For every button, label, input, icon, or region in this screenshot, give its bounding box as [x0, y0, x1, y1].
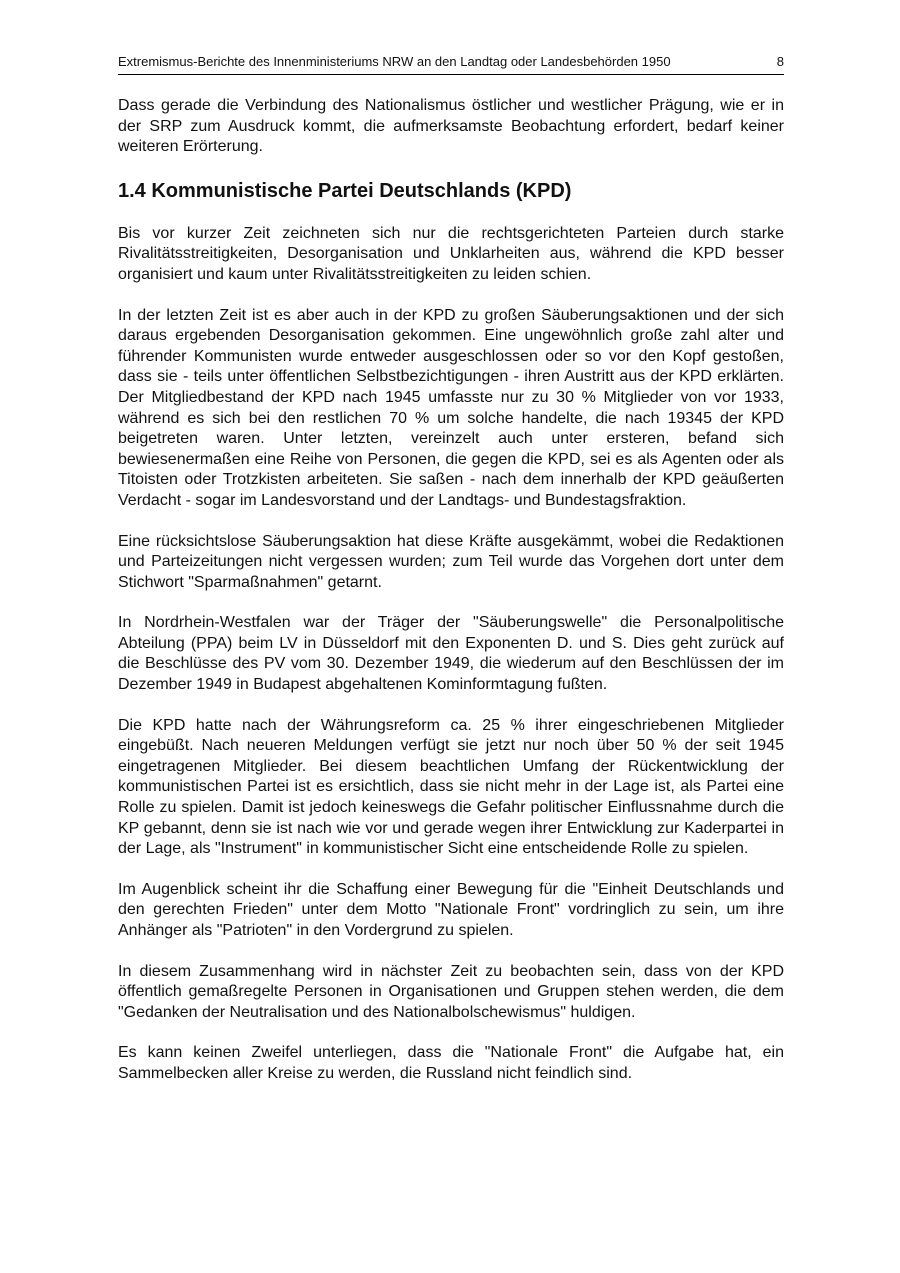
page-header [118, 54, 784, 75]
paragraph: Es kann keinen Zweifel unterliegen, dass die "Nationale Front" die Aufgabe hat, ein Sammelbecken aller Kreise zu werden, die Russland nicht feindlich sind. [118, 1044, 784, 1082]
paragraph: In Nordrhein-Westfalen war der Träger der "Säuberungswelle" die Personalpolitische Abteilung (PPA) beim LV in Düsseldorf mit den Exponenten D. und S. Dies geht zurück auf die Beschlüsse des PV vom 30. Dezember 1949, die wiederum auf den Beschlüssen der im Dezember 1949 in Budapest abgehaltenen Kominformtagung fußten. [118, 614, 784, 694]
paragraph: Im Augenblick scheint ihr die Schaffung einer Bewegung für die "Einheit Deutschlands und den gerechten Frieden" unter dem Motto "Nationale Front" vordringlich zu sein, um ihre Anhänger als "Patrioten" in den Vordergrund zu spielen. [118, 880, 784, 939]
document-body [118, 96, 784, 1105]
paragraph: Dass gerade die Verbindung des Nationalismus östlicher und westlicher Prägung, wie er in der SRP zum Ausdruck kommt, die aufmerksamste Beobachtung erfordert, bedarf keiner weiteren Erörterung. [118, 97, 784, 156]
page-number: 8 [776, 54, 784, 69]
paragraph: In diesem Zusammenhang wird in nächster Zeit zu beobachten sein, dass von der KPD öffentlich gemaßregelte Personen in Organisationen und Gruppen stehen werden, die dem "Gedanken der Neutralisation und des Nationalbolschewismus" huldigen. [118, 962, 784, 1021]
paragraph: In der letzten Zeit ist es aber auch in der KPD zu großen Säuberungsaktionen und der sich daraus ergebenden Desorganisation gekommen. Eine ungewöhnlich große zahl alter und führender Kommunisten wurde entweder ausgeschlossen oder so vor den Kopf gestoßen, dass sie - teils unter öffentlichen Selbstbezichtigungen - ihren Austritt aus der KPD erklärten. Der Mitgliedbestand der KPD nach 1945 umfasste nur zu 30 % Mitglieder von vor 1933, während es sich bei den restlichen 70 % um solche handelte, die nach 19345 der KPD beigetreten waren. Unter letzten, vereinzelt auch unter ersteren, befand sich bewiesenermaßen eine Reihe von Personen, die gegen die KPD, sei es als Agenten oder als Titoisten oder Trotzkisten arbeiteten. Sie saßen - nach dem innerhalb der KPD geäußerten Verdacht - sogar im Landesvorstand und der Landtags- und Bundestagsfraktion. [118, 306, 784, 509]
paragraph: Eine rücksichtslose Säuberungsaktion hat diese Kräfte ausgekämmt, wobei die Redaktionen und Parteizeitungen nicht vergessen wurden; zum Teil wurde das Vorgehen dort unter dem Stichwort "Sparmaßnahmen" getarnt. [118, 532, 784, 591]
paragraph: Die KPD hatte nach der Währungsreform ca. 25 % ihrer eingeschriebenen Mitglieder eingebüßt. Nach neueren Meldungen verfügt sie jetzt nur noch über 50 % der seit 1945 eingetragenen Mitglieder. Bei diesem beachtlichen Umfang der Rückentwicklung der kommunistischen Partei ist es ersichtlich, dass sie nicht mehr in der Lage ist, als Partei eine Rolle zu spielen. Damit ist jedoch keineswegs die Gefahr politischer Einflussnahme durch die KP gebannt, denn sie ist nach wie vor und gerade wegen ihrer Entwicklung zur Kaderpartei in der Lage, als "Instrument" in kommunistischer Sicht eine entscheidende Rolle zu spielen. [118, 716, 784, 858]
section-heading: 1.4 Kommunistische Partei Deutschlands (KPD) [118, 179, 572, 202]
paragraph: Bis vor kurzer Zeit zeichneten sich nur die rechtsgerichteten Parteien durch starke Rivalitätsstreitigkeiten, Desorganisation und Unklarheiten aus, während die KPD besser organisiert und kaum unter Rivalitätsstreitigkeiten zu leiden schien. [118, 224, 784, 283]
header-title: Extremismus-Berichte des Innenministeriums NRW an den Landtag oder Landesbehörden 1950 [118, 54, 671, 69]
